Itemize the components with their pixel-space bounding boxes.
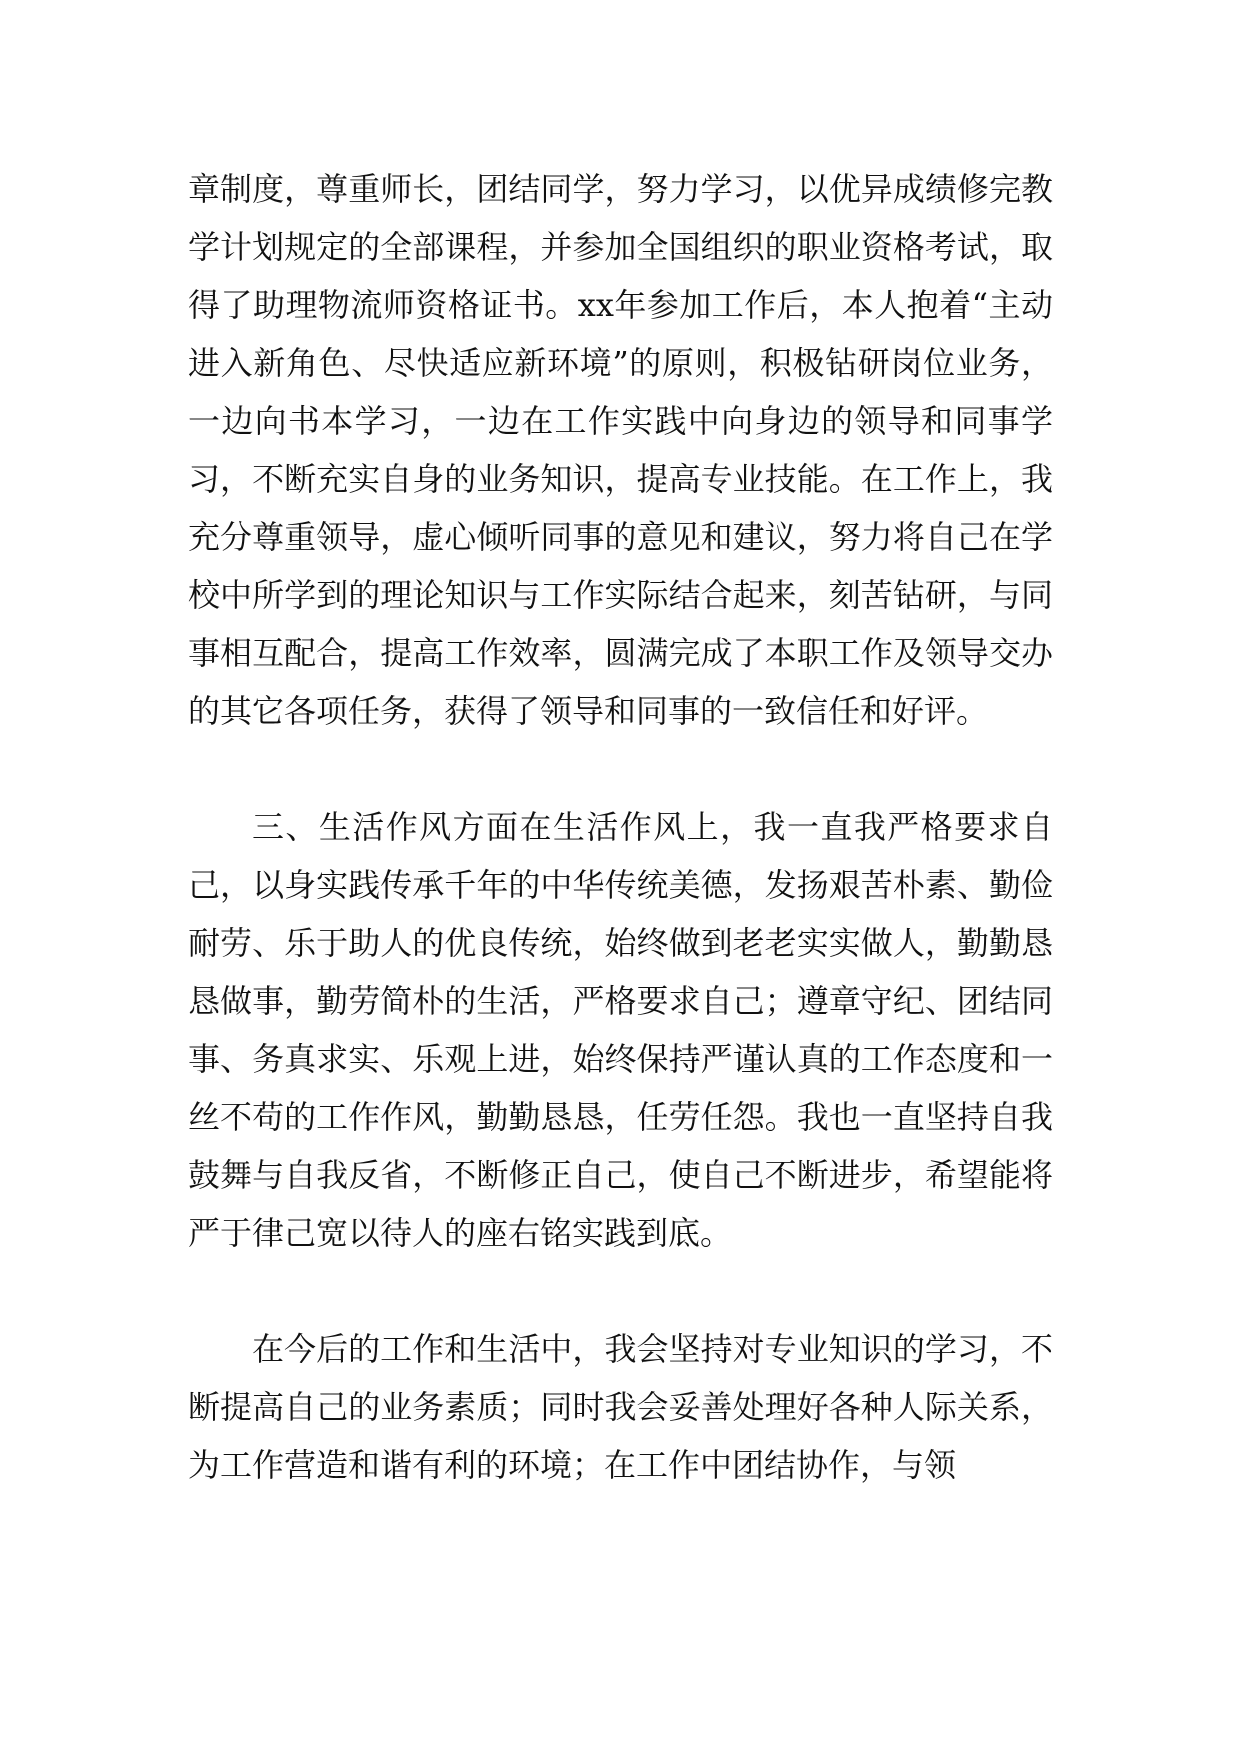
document-body: [188, 160, 1053, 1494]
paragraph-continuation: 章制度，尊重师长，团结同学，努力学习，以优异成绩修完教学计划规定的全部课程，并参加全国组织的职业资格考试，取得了助理物流师资格证书。xx年参加工作后，本人抱着“主动进入新角色、尽快适应新环境”的原则，积极钻研岗位业务，一边向书本学习，一边在工作实践中向身边的领导和同事学习，不断充实自身的业务知识，提高专业技能。在工作上，我充分尊重领导，虚心倾听同事的意见和建议，努力将自己在学校中所学到的理论知识与工作实际结合起来，刻苦钻研，与同事相互配合，提高工作效率，圆满完成了本职工作及领导交办的其它各项任务，获得了领导和同事的一致信任和好评。: [188, 170, 1053, 730]
paragraph-future-plans: 在今后的工作和生活中，我会坚持对专业知识的学习，不断提高自己的业务素质；同时我会妥善处理好各种人际关系，为工作营造和谐有利的环境；在工作中团结协作，与领: [188, 1330, 1053, 1484]
paragraph-lifestyle: 三、生活作风方面在生活作风上，我一直我严格要求自己，以身实践传承千年的中华传统美德，发扬艰苦朴素、勤俭耐劳、乐于助人的优良传统，始终做到老老实实做人，勤勤恳恳做事，勤劳简朴的生活，严格要求自己；遵章守纪、团结同事、务真求实、乐观上进，始终保持严谨认真的工作态度和一丝不苟的工作作风，勤勤恳恳，任劳任怨。我也一直坚持自我鼓舞与自我反省，不断修正自己，使自己不断进步，希望能将严于律己宽以待人的座右铭实践到底。: [188, 808, 1053, 1252]
